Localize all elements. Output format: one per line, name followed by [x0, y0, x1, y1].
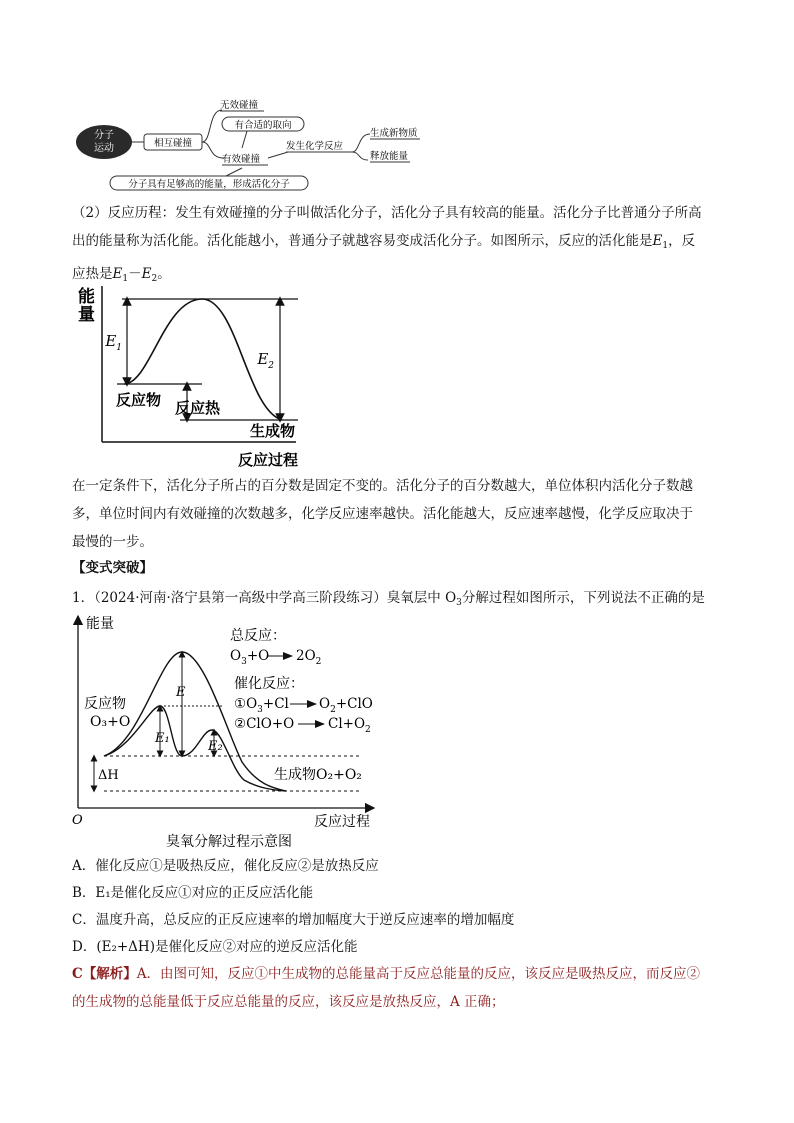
d2-y-label: 能量 — [86, 616, 114, 632]
mindmap-chemical: 发生化学反应 — [286, 141, 344, 152]
d2-e1-label: E₁ — [155, 731, 170, 746]
answer-tag: C【解析】 — [72, 966, 137, 982]
d1-e2-label: $E_2$ — [257, 350, 274, 371]
mindmap-root-line1: 分子 — [94, 130, 114, 141]
energy-diagram-2 — [72, 612, 392, 852]
mindmap-new-substance: 生成新物质 — [370, 128, 418, 139]
d2-caption: 臭氧分解过程示意图 — [166, 834, 292, 850]
para3-line2: 多，单位时间内有效碰撞的次数越多，化学反应速率越快。活化能越大，反应速率越慢，化学反应取决于 — [72, 506, 693, 522]
d2-e-label: E — [176, 685, 186, 700]
section2-line1: （2）反应历程：发生有效碰撞的分子叫做活化分子，活化分子具有较高的能量。活化分子比普通分子所高 — [72, 205, 702, 221]
mindmap-ineffective: 无效碰撞 — [220, 100, 259, 111]
d2-total-title: 总反应： — [230, 628, 286, 644]
d2-cat-title: 催化反应： — [234, 676, 304, 692]
answer-block — [72, 960, 724, 1016]
energy-diagram-1 — [72, 282, 312, 472]
answer-line1: C【解析】A．由图可知，反应①中生成物的总能量高于反应总能量的反应，该反应是吸热反应，而反应② — [72, 966, 700, 982]
option-c: C．温度升高，总反应的正反应速率的增加幅度大于逆反应速率的增加幅度 — [72, 912, 515, 928]
option-a: A．催化反应①是吸热反应，催化反应②是放热反应 — [72, 858, 379, 874]
d1-y-label-2: 量 — [78, 305, 95, 325]
d1-e1-label: $E_1$ — [105, 332, 122, 353]
mindmap-diagram — [72, 96, 432, 196]
d2-x-label: 反应过程 — [314, 814, 370, 830]
para3-line3: 最慢的一步。 — [72, 534, 153, 550]
d1-reactant-label: 反应物 — [116, 391, 162, 409]
d1-product-label: 生成物 — [250, 422, 296, 440]
d2-e2-label: E₂ — [208, 739, 223, 754]
answer-line2: 的生成物的总能量低于反应总能量的反应，该反应是放热反应，A 正确； — [72, 994, 505, 1010]
para3 — [72, 472, 724, 556]
mindmap-energy-note: 分子具有足够高的能量，形成活化分子 — [128, 179, 290, 190]
mindmap-release-energy: 释放能量 — [370, 151, 409, 162]
mindmap-orientation: 有合适的取向 — [234, 120, 292, 131]
d1-x-label: 反应过程 — [238, 451, 299, 469]
mindmap-effective: 有效碰撞 — [222, 154, 261, 165]
d2-reactant-formula: O₃+O — [90, 714, 131, 730]
option-b: B．E₁是催化反应①对应的正反应活化能 — [72, 885, 314, 901]
mindmap-collision: 相互碰撞 — [153, 138, 193, 149]
d2-total-eq: $O_3+O$ — [230, 648, 270, 667]
section2-paragraph — [72, 199, 724, 293]
para3-line1: 在一定条件下，活化分子所占的百分数是固定不变的。活化分子的百分数越大，单位体积内活化分子数越 — [72, 478, 693, 494]
d2-cat-eq1: $①O_3+Cl$ — [234, 696, 289, 715]
d2-dh-label: ΔH — [98, 768, 119, 783]
d2-product-label: 生成物O₂+O₂ — [274, 767, 362, 783]
question-1-stem: 1．（2024·河南·洛宁县第一高级中学高三阶段练习）臭氧层中 $O_3$分解过程如图所示，下列说法不正确的是 — [72, 590, 705, 608]
variant-heading: 【变式突破】 — [72, 560, 153, 576]
d1-heat-label: 反应热 — [175, 399, 221, 417]
svg-text:O2+ClO: $O_2+ClO$ — [319, 696, 373, 715]
d1-y-label-1: 能 — [78, 287, 95, 307]
option-d: D．(E₂+ΔH)是催化反应②对应的逆反应活化能 — [72, 939, 358, 955]
section2-line3: 应热是$E_1-E_2$。 — [72, 266, 171, 284]
svg-text:2O2: $2O_2$ — [296, 648, 322, 667]
svg-text:Cl+O2: $Cl+O_2$ — [328, 716, 371, 735]
mindmap-root-line2: 运动 — [94, 143, 114, 154]
d2-cat-eq2: ②ClO+O — [234, 716, 295, 732]
d2-reactant-label: 反应物 — [84, 696, 126, 712]
d2-origin: O — [72, 813, 83, 828]
section2-line2: 出的能量称为活化能。活化能越小，普通分子就越容易变成活化分子。如图所示，反应的活化能是$E_1$，反 — [72, 233, 696, 251]
